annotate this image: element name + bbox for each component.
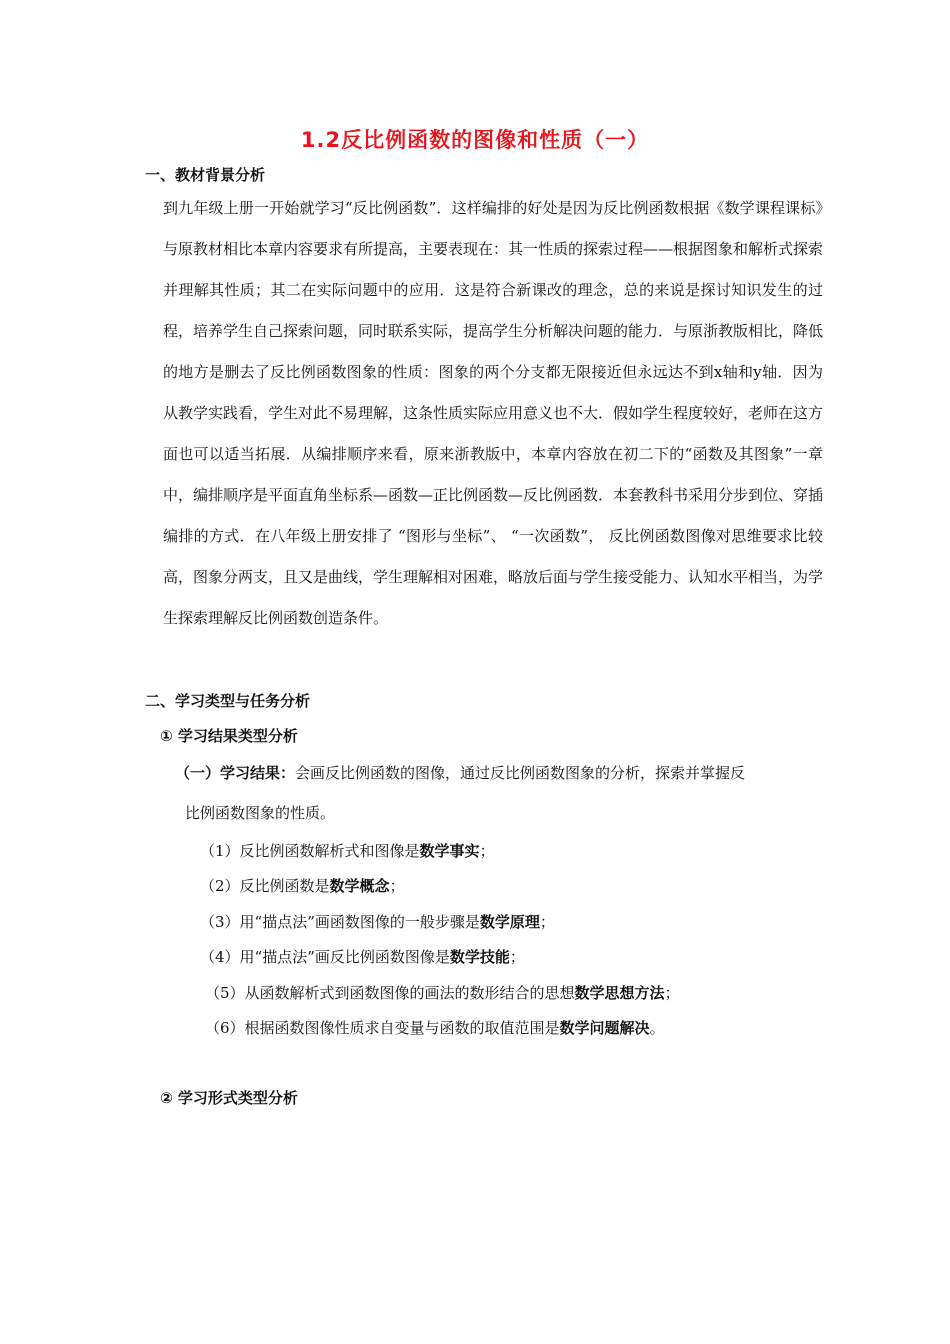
result-item: [205, 1017, 665, 1038]
result-item-punct: ；: [664, 984, 680, 1002]
result-item-punct: ；: [389, 877, 405, 895]
subsection-heading-form-type: ② 学习形式类型分析: [160, 1089, 298, 1107]
result-item: [205, 982, 680, 1003]
result-item-text: （2）反比例函数是: [200, 877, 330, 895]
result-item-text: （4）用“描点法”画反比例函数图像是: [200, 948, 450, 966]
section-heading-learning-type: 二、学习类型与任务分析: [145, 692, 311, 710]
result-item-punct: ；: [539, 913, 555, 931]
result-item-punct: 。: [649, 1019, 665, 1037]
subsection-heading-result-type: ① 学习结果类型分析: [160, 727, 298, 745]
learning-result-text: 会画反比例函数的图像，通过反比例函数图象的分析，探索并掌握反: [295, 764, 746, 782]
result-item-category: 数学问题解决: [559, 1019, 650, 1037]
result-item: [200, 875, 405, 896]
result-item-text: （3）用“描点法”画函数图像的一般步骤是: [200, 913, 480, 931]
section-heading-background: 一、教材背景分析: [145, 166, 266, 184]
background-paragraph: 到九年级上册一开始就学习“反比例函数”．这样编排的好处是因为反比例函数根据《数学课程课标》与原教材相比本章内容要求有所提高，主要表现在：其一性质的探索过程——根据图象和解析式探索并理解其性质；其二在实际问题中的应用．这是符合新课改的理念，总的来说是探讨知识发生的过程，培养学生自己探索问题，同时联系实际，提高学生分析解决问题的能力．与原浙教版相比，降低的地方是删去了反比例函数图象的性质：图象的两个分支都无限接近但永远达不到x轴和y轴．因为从教学实践看，学生对此不易理解，这条性质实际应用意义也不大．假如学生程度较好，老师在这方面也可以适当拓展．从编排顺序来看，原来浙教版中，本章内容放在初二下的“函数及其图象”一章中，编排顺序是平面直角坐标系—函数—正比例函数—反比例函数．本套教科书采用分步到位、穿插编排的方式．在八年级上册安排了 “图形与坐标”、 “一次函数”， 反比例函数图像对思维要求比较高，图象分两支，且又是曲线，学生理解相对困难，略放后面与学生接受能力、认知水平相当，为学生探索理解反比例函数创造条件。: [163, 199, 824, 627]
result-item-category: 数学事实: [419, 842, 480, 860]
result-item-category: 数学概念: [329, 877, 390, 895]
result-item-category: 数学思想方法: [574, 984, 665, 1002]
result-item-category: 数学技能: [449, 948, 510, 966]
result-item-text: （6）根据函数图像性质求自变量与函数的取值范围是: [205, 1019, 560, 1037]
result-item-punct: ；: [479, 842, 495, 860]
result-item-text: （1）反比例函数解析式和图像是: [200, 842, 420, 860]
result-item: [200, 840, 495, 861]
result-item-punct: ；: [509, 948, 525, 966]
result-item: [200, 911, 555, 932]
page-title: 1.2反比例函数的图像和性质（一）: [300, 128, 650, 152]
result-item-text: （5）从函数解析式到函数图像的画法的数形结合的思想: [205, 984, 575, 1002]
learning-result-line: [175, 762, 745, 783]
result-item: [200, 946, 525, 967]
result-item-category: 数学原理: [479, 913, 540, 931]
learning-result-continuation: 比例函数图象的性质。: [185, 804, 336, 822]
learning-result-label: （一）学习结果：: [175, 764, 296, 782]
